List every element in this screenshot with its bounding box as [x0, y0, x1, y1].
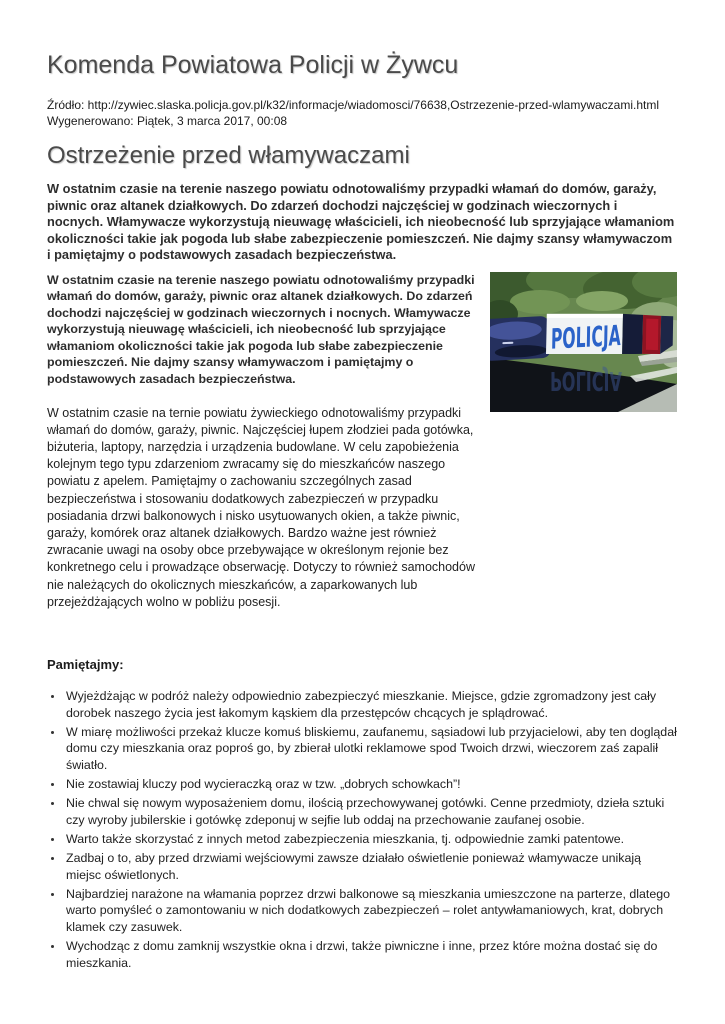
article-lead: W ostatnim czasie na terenie naszego powiatu odnotowaliśmy przypadki włamań do domów, garaży, piwnic oraz altanek działkowych. Do zdarzeń dochodzi najczęściej w godzinach wieczornych i nocnych. Włamywacze wykorzystują nieuwagę właścicieli, ich nieobecność lub sprzyjające włamaniom okoliczności takie jak pogoda lub słabe zabezpieczenie pomieszczeń. Nie dajmy szansy włamywaczom i pamiętajmy o podstawowych zasadach bezpieczeństwa.: [47, 181, 675, 262]
article-body: W ostatnim czasie na ternie powiatu żywieckiego odnotowaliśmy przypadki włamań do domów, garaży, piwnic. Najczęściej łupem złodziei pada gotówka, biżuteria, laptopy, narzędzia i urządzenia budowlane. W celu zapobieżenia kolejnym tego typu zdarzeniom zwracamy się do mieszkańców naszego powiatu z apelem. Pamiętajmy o zachowaniu szczególnych zasad bezpieczeństwa i stosowaniu dodatkowych zabezpieczeń w przypadku posiadania drzwi balkonowych i nisko usytuowanych okien, a także piwnic, garaży, komórek oraz altanek działkowych. Bardzo ważne jest również zwracanie uwagi na osoby obce przebywające w określonym rejonie bez konkretnego celu i prowadzące obserwację. Dotyczy to również samochodów nie należących do okolicznych mieszkańców, a zaparkowanych lub przejeżdżających wolno w pobliżu posesji.: [47, 405, 475, 609]
article-text-column: [47, 272, 490, 612]
policja-label: POLICJA: [550, 315, 677, 356]
source-line: Źródło: http://zywiec.slaska.policja.gov.pl/k32/informacje/wiadomosci/76638,Ostrzezenie-przed-wlamywaczami.html: [47, 98, 660, 112]
article-heading: Ostrzeżenie przed włamywaczami: [47, 142, 410, 169]
tip-item: • Zadbaj o to, aby przed drzwiami wejściowymi zawsze działało oświetlenie ponieważ włamywacze unikają miejsc oświetlonych.: [64, 850, 677, 883]
generated-line: Wygenerowano: Piątek, 3 marca 2017, 00:08: [47, 114, 288, 128]
police-lightbar-illustration: [490, 272, 677, 412]
tips-list: [47, 688, 677, 971]
tip-item: • Wyjeżdżając w podróż należy odpowiednio zabezpieczyć mieszkanie. Miejsce, gdzie zgromadzony jest cały dorobek naszego życia jest łakomym kąskiem dla przestępców chcących je splądrować.: [64, 688, 677, 721]
article-media-row: [47, 272, 677, 612]
police-car-photo: [490, 272, 677, 412]
tip-item: • Nie zostawiaj kluczy pod wycieraczką oraz w tzw. „dobrych schowkach”!: [64, 776, 677, 793]
tips-heading: Pamiętajmy:: [47, 657, 124, 673]
tip-item: • Wychodząc z domu zamknij wszystkie okna i drzwi, także piwniczne i inne, przez które można dostać się do mieszkania.: [64, 938, 677, 971]
document-meta: [47, 97, 677, 129]
tip-item: • W miarę możliwości przekaż klucze komuś bliskiemu, zaufanemu, sąsiadowi lub przyjacielowi, aby ten doglądał domu czy mieszkania oraz poproś go, by zbierał ulotki reklamowe spod Twoich drzwi, wieczorem zaś zapalił światło.: [64, 724, 677, 774]
tip-item: • Nie chwal się nowym wyposażeniem domu, ilością przechowywanej gotówki. Cenne przedmioty, dzieła sztuki czy wyroby jubilerskie i gotówkę zdeponuj w sejfie lub oddaj na przechowanie zaufanej osobie.: [64, 795, 677, 828]
tip-item: • Warto także skorzystać z innych metod zabezpieczenia mieszkania, tj. odpowiednie zamki patentowe.: [64, 831, 677, 848]
article-intro-bold: W ostatnim czasie na terenie naszego powiatu odnotowaliśmy przypadki włamań do domów, garaży, piwnic oraz altanek działkowych. Do zdarzeń dochodzi najczęściej w godzinach wieczornych i nocnych. Włamywacze wykorzystują nieuwagę właścicieli, ich nieobecność lub sprzyjające włamaniom okoliczności takie jak pogoda lub słabe zabezpieczenie pomieszczeń. Nie dajmy szansy włamywaczom i pamiętajmy o podstawowych zasadach bezpieczeństwa.: [47, 272, 475, 387]
tip-item: • Najbardziej narażone na włamania poprzez drzwi balkonowe są mieszkania umieszczone na parterze, dlatego warto pomyśleć o zamontowaniu w nich dodatkowych zabezpieczeń – rolet antywłamaniowych, krat, dobrych klamek czy zasuwek.: [64, 886, 677, 936]
page-title: Komenda Powiatowa Policji w Żywcu: [47, 51, 459, 79]
policja-reflection-label: POLICJA: [550, 364, 622, 395]
